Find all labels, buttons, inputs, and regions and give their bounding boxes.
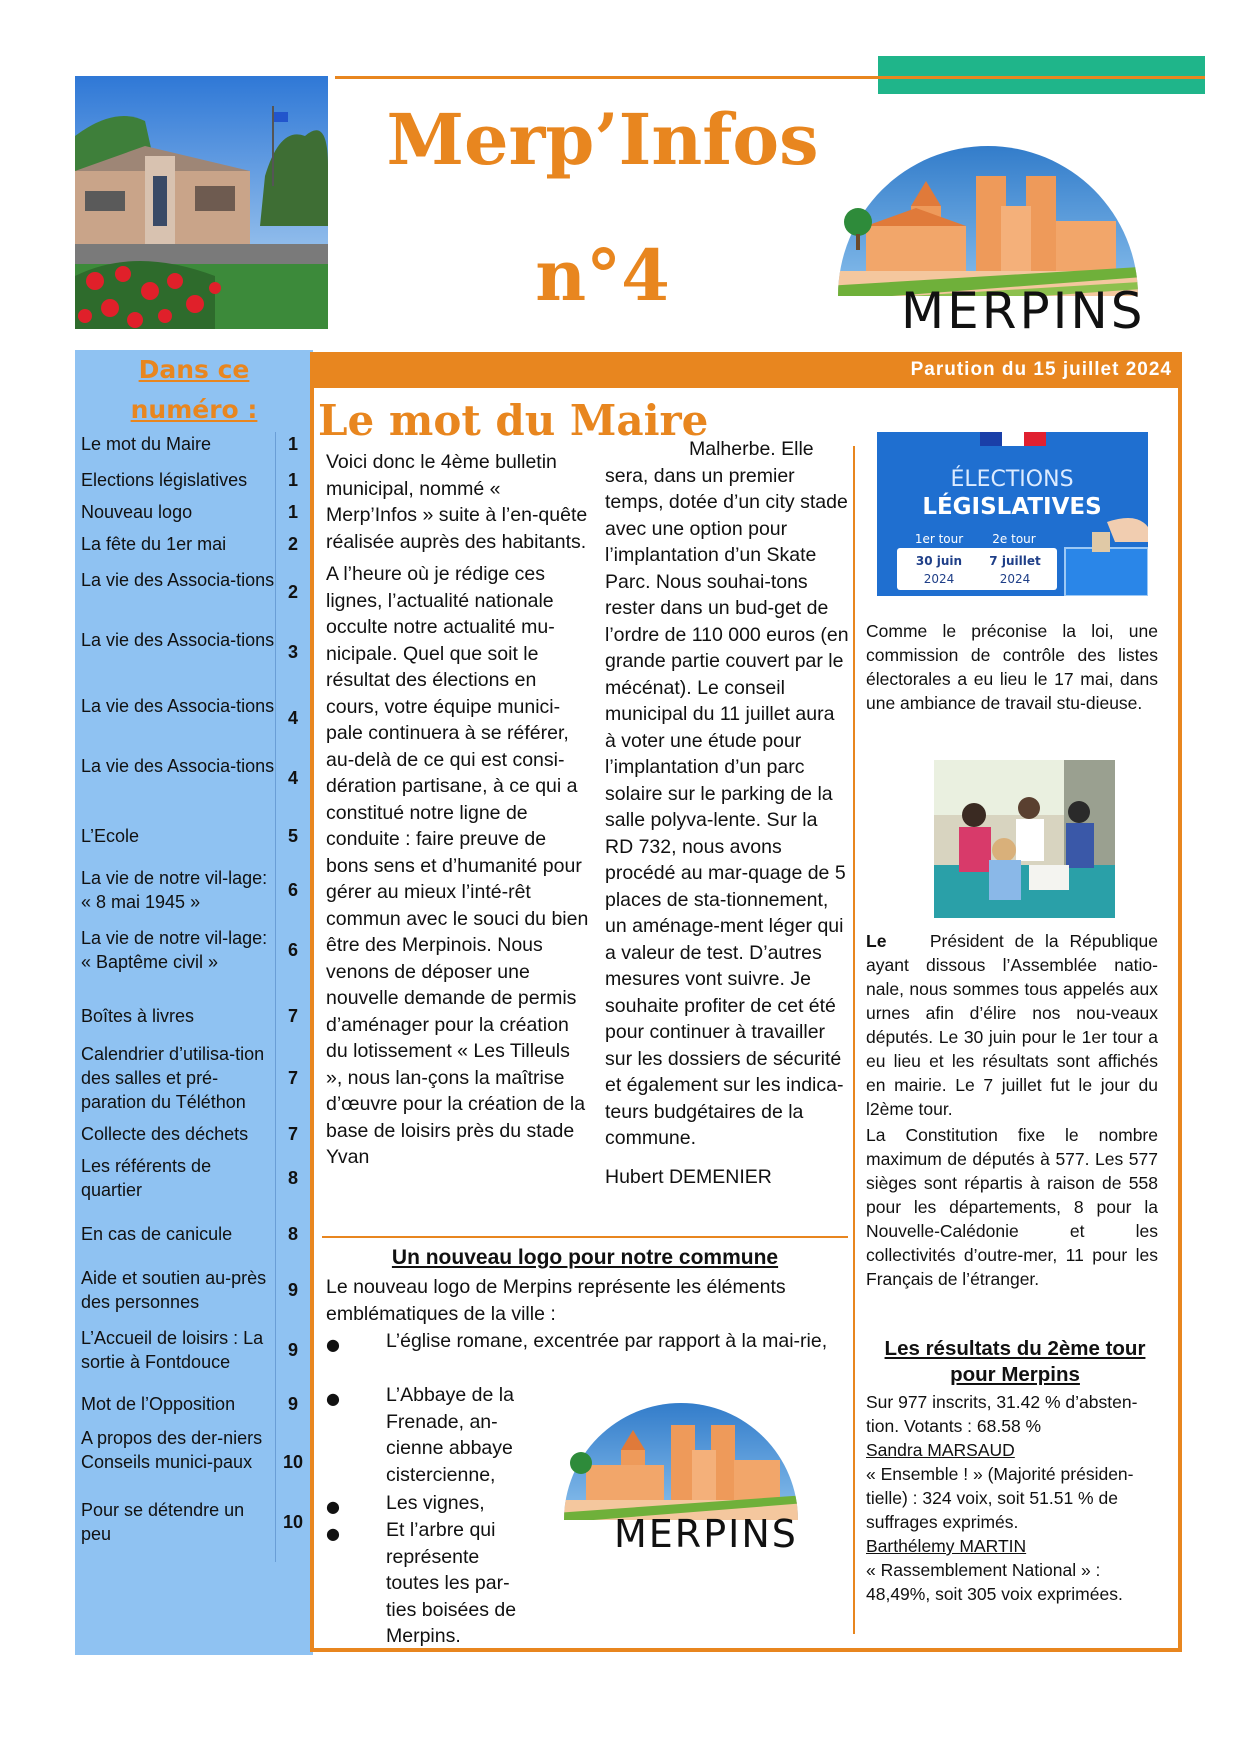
results-heading: Les résultats du 2ème tour pour Merpins — [884, 1337, 1146, 1386]
toc-item-label: Mot de l’Opposition — [81, 1394, 236, 1414]
toc-item-label: La vie des Associa-tions — [81, 756, 275, 776]
toc-item[interactable] — [75, 500, 313, 524]
toc-item-page: 2 — [287, 534, 298, 554]
toc-item[interactable] — [75, 432, 313, 456]
publication-date: Parution du 15 juillet 2024 — [910, 359, 1172, 380]
elections-graphic-line2: LÉGISLATIVES — [922, 494, 1102, 520]
toc-item-label: Calendrier d’utilisa-tion des salles et pré-paration du Téléthon — [81, 1044, 265, 1112]
toc-item-page: 1 — [287, 434, 298, 454]
toc-item-page: 3 — [287, 642, 298, 662]
new-logo-bullet-1: L’église romane, excentrée par rapport à la mai-rie, — [386, 1330, 828, 1352]
new-logo-bullet-2: L’Abbaye de la Frenade, an-cienne abbaye cistercienne, — [386, 1384, 514, 1486]
tour1-date: 30 juin — [915, 554, 963, 568]
toc-item-label: La vie de notre vil-lage: « Baptême civil » — [81, 928, 268, 972]
toc-item-page: 2 — [287, 582, 298, 602]
commission-photo — [934, 760, 1115, 918]
elections-graphic — [877, 432, 1148, 596]
toc-item-page: 4 — [287, 708, 298, 728]
toc-item[interactable] — [75, 866, 313, 914]
new-logo-heading: Un nouveau logo pour notre commune — [391, 1246, 779, 1269]
bullet-icon: ● — [326, 1335, 340, 1354]
toc-list — [75, 432, 313, 1622]
tour2-date: 7 juillet — [989, 554, 1041, 568]
toc-item-page: 5 — [287, 826, 298, 846]
issue-number: n°4 — [535, 234, 670, 317]
toc-item[interactable] — [75, 628, 313, 676]
toc-item[interactable] — [75, 532, 313, 556]
toc-item[interactable] — [75, 468, 313, 492]
toc-item-label: A propos des der-niers Conseils munici-paux — [81, 1428, 263, 1472]
tour2-year: 2024 — [999, 572, 1031, 586]
toc-item-page: 6 — [287, 880, 298, 900]
column-divider — [853, 446, 855, 1634]
candidate-2-name: Barthélemy MARTIN — [866, 1536, 1027, 1556]
toc-item-page: 7 — [287, 1006, 298, 1026]
mayor-heading: Le mot du Maire — [318, 396, 709, 445]
toc-item[interactable] — [75, 1426, 313, 1498]
toc-item-page: 9 — [287, 1394, 298, 1414]
logo-wordmark-small: MERPINS — [614, 1512, 798, 1556]
toc-item[interactable] — [75, 568, 313, 616]
toc-item-page: 9 — [287, 1340, 298, 1360]
mayor-column-2 — [605, 436, 850, 1190]
mayor-paragraph-3: Malherbe. Elle sera, dans un premier temps, dotée d’un city stade avec une option pour l’implantation d’un Skate Parc. Nous souhai-tons rester dans un bud-get de l’ordre de 110 000 euros (en grande partie couvert par le mécénat). Le conseil municipal du 11 juillet aura à voter une étude pour l’implantation d’un parc solaire sur le parking de la salle polyva-lente. Sur la RD 732, nous avons procédé au mar-quage de 5 places de sta-tionnement, un aménage-ment léger qui a valeur de test. D’autres mesures vont suivre. Je souhaite profiter de cet été pour continuer à travailler sur les dossiers de sécurité et également sur les indica-teurs budgétaires de la commune. — [605, 438, 849, 1149]
elections-paragraph-2: Le Président de la République ayant dissous l’Assemblée natio-nale, nous sommes tous appelés aux urnes afin d’élire nos nou-veaux députés. Le 30 juin pour le 1er tour a eu lieu et les résultats sont affichés en mairie. Le 7 juillet fut le jour du l2ème tour. La Constitution fixe le nombre maximum de députés à 577. Les 577 sièges sont répartis à raison de 558 pour les départements, 8 pour la Nouvelle-Calédonie et les collectivités d’outre-mer, 11 pour les Français de l’étranger. — [866, 931, 1158, 1289]
toc-item-page: 7 — [287, 1124, 298, 1144]
toc-item-label: Le mot du Maire — [81, 434, 212, 454]
tour2-label: 2e tour — [992, 532, 1036, 546]
tour1-label: 1er tour — [914, 532, 964, 546]
toc-item[interactable] — [75, 1222, 313, 1246]
toc-item[interactable] — [75, 694, 313, 742]
toc-title: Dans ce numéro : — [130, 355, 258, 424]
toc-item-page: 4 — [287, 768, 298, 788]
header-rule — [335, 76, 1205, 79]
mayor-paragraph-1: Voici donc le 4ème bulletin municipal, nommé « Merp’Infos » suite à l’en-quête réalisée auprès des habitants. — [326, 451, 588, 553]
town-hall-photo — [75, 76, 328, 329]
toc-item-label: La vie des Associa-tions — [81, 570, 275, 590]
toc-item-label: L’Ecole — [81, 826, 140, 846]
toc-item-page: 8 — [287, 1168, 298, 1188]
toc-item-label: La fête du 1er mai — [81, 534, 227, 554]
toc-item-label: L’Accueil de loisirs : La sortie à Fontdouce — [81, 1328, 264, 1372]
merpins-logo-small — [556, 1395, 831, 1560]
toc-item-label: La vie de notre vil-lage: « 8 mai 1945 » — [81, 868, 268, 912]
toc-item[interactable] — [75, 1154, 313, 1202]
toc-item-page: 10 — [282, 1452, 304, 1472]
toc-item-label: Pour se détendre un peu — [81, 1500, 245, 1544]
bullet-icon: ● — [326, 1497, 340, 1516]
mayor-paragraph-2: A l’heure où je rédige ces lignes, l’actualité nationale occulte notre actualité mu-nicipale. Quel que soit le résultat des élections en cours, votre équipe munici-pale continuera à se référer, au-delà de ce qui est consi-dération partisane, à ce qui a constitué notre ligne de conduite : faire preuve de bons sens et d’humanité pour gérer au mieux l’inté-rêt commun avec le souci du bien être des Merpinois. Nous venons de déposer une nouvelle demande de permis d’aménager pour la création du lotissement « Les Tilleuls », nous lan-çons la maîtrise d’œuvre pour la création de la base de loisirs près du stade Yvan — [326, 563, 589, 1168]
tour1-year: 2024 — [923, 572, 955, 586]
candidate-2-result: « Rassemblement National » : 48,49%, soit 305 voix exprimées. — [866, 1560, 1123, 1604]
toc-item[interactable] — [75, 1004, 313, 1028]
results-body — [866, 1390, 1158, 1606]
merpins-logo — [826, 136, 1186, 348]
bullet-icon: ● — [326, 1389, 340, 1408]
results-stats: Sur 977 inscrits, 31.42 % d’absten-tion. Votants : 68.58 % — [866, 1392, 1138, 1436]
toc-item-page: 10 — [282, 1512, 304, 1532]
toc-item-label: Boîtes à livres — [81, 1006, 195, 1026]
elections-paragraph-1: Comme le préconise la loi, une commission de contrôle des listes électorales a eu lieu le 17 mai, dans une ambiance de travail stu-dieuse. — [866, 621, 1158, 713]
toc-item[interactable] — [75, 824, 313, 848]
toc-item-label: Nouveau logo — [81, 502, 193, 522]
toc-item-page: 1 — [287, 502, 298, 522]
elections-paragraph-3: La Constitution fixe le nombre maximum de députés à 577. Les 577 sièges sont répartis à raison de 558 pour les départements, 8 pour la Nouvelle-Calédonie et les collectivités d’outre-mer, 11 pour les Français de l’étranger. — [866, 1125, 1158, 1289]
elections-graphic-line1: ÉLECTIONS — [950, 467, 1074, 492]
section-divider — [322, 1236, 848, 1238]
new-logo-bullet-4: Et l’arbre qui représente toutes les par-ties boisées de Merpins. — [386, 1519, 517, 1647]
candidate-1-result: « Ensemble ! » (Majorité présiden-tielle) : 324 voix, soit 51.51 % de suffrages exprimés. — [866, 1464, 1134, 1532]
toc-item[interactable] — [75, 1498, 313, 1546]
toc-item-label: La vie des Associa-tions — [81, 630, 275, 650]
toc-item[interactable] — [75, 754, 313, 802]
toc-item-page: 9 — [287, 1280, 298, 1300]
toc-item-page: 6 — [287, 940, 298, 960]
toc-item-label: La vie des Associa-tions — [81, 696, 275, 716]
bullet-icon: ● — [326, 1524, 340, 1543]
toc-item-label: Collecte des déchets — [81, 1124, 249, 1144]
logo-wordmark: MERPINS — [901, 282, 1146, 340]
toc-item[interactable] — [75, 1326, 313, 1374]
new-logo-intro: Le nouveau logo de Merpins représente les éléments emblématiques de la ville : — [326, 1276, 786, 1325]
header-accent-bar — [878, 56, 1205, 94]
candidate-1-name: Sandra MARSAUD — [866, 1440, 1015, 1460]
toc-item[interactable] — [75, 1122, 313, 1146]
toc-item[interactable] — [75, 926, 313, 974]
toc-item[interactable] — [75, 1392, 313, 1416]
toc-item[interactable] — [75, 1042, 313, 1114]
mayor-column-1 — [326, 449, 591, 1171]
toc-item-page: 1 — [287, 470, 298, 490]
toc-item-label: Elections législatives — [81, 470, 248, 490]
toc-item-page: 8 — [287, 1224, 298, 1244]
toc-item[interactable] — [75, 1266, 313, 1314]
toc-item-page: 7 — [287, 1068, 298, 1088]
toc-divider — [275, 432, 276, 1562]
new-logo-bullet-3: Les vignes, — [386, 1492, 485, 1514]
toc-item-label: Les référents de quartier — [81, 1156, 212, 1200]
newsletter-title: Merp’Infos — [386, 98, 819, 181]
mayor-signature: Hubert DEMENIER — [605, 1165, 772, 1188]
toc-item-label: En cas de canicule — [81, 1224, 233, 1244]
toc-item-label: Aide et soutien au-près des personnes — [81, 1268, 267, 1312]
